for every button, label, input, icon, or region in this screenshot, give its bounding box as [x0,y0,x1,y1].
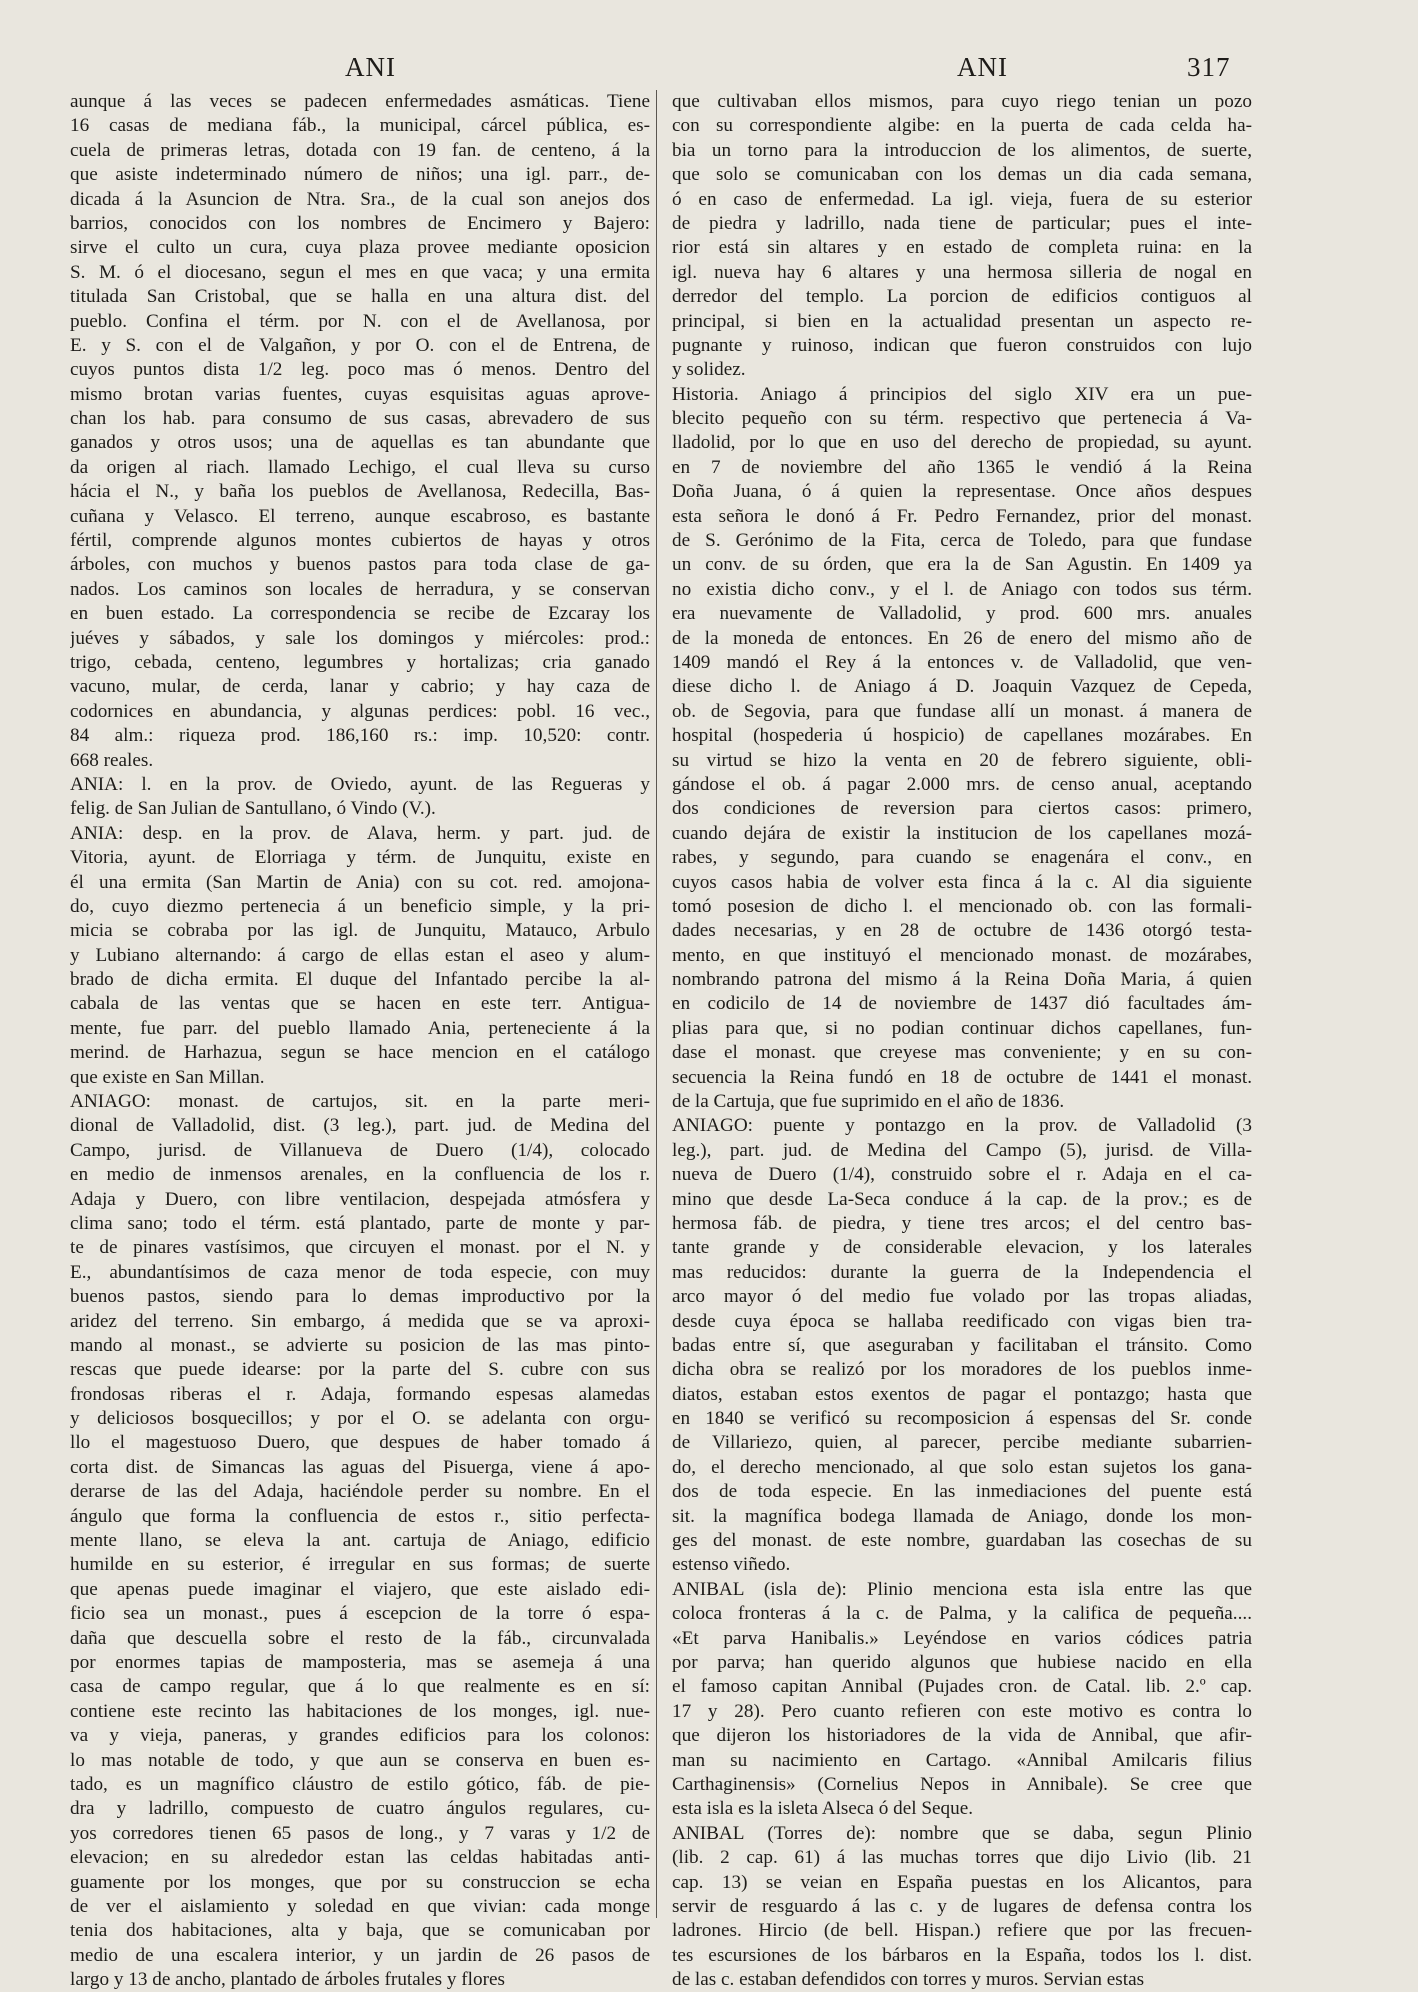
text-line: derredor del templo. La porcion de edificios contiguos al [672,286,1252,308]
text-line: tomó posesion de dicho l. el mencionado ob. con las formali- [672,895,1252,917]
text-line: chan los hab. para consumo de sus casas, abrevadero de sus [70,408,650,430]
text-line: que dijeron los historiadores de la vida de Annibal, que afir- [672,1725,1252,1747]
text-line: nados. Los caminos son locales de herradura, y se conservan [70,578,650,600]
text-line: 17 y 28). Pero cuanto refieren con este motivo es contra lo [672,1700,1252,1722]
text-line: un conv. de su órden, que era la de San Agustin. En 1409 ya [672,554,1252,576]
text-line: nueva de Duero (1/4), construido sobre el r. Adaja en el ca- [672,1164,1252,1186]
text-line: trigo, cebada, centeno, legumbres y hortalizas; cria ganado [70,651,650,673]
text-line: (lib. 2 cap. 61) á las muchas torres que dijo Livio (lib. 21 [672,1847,1252,1869]
text-line: casa de campo regular, que á lo que realmente es en sí: [70,1676,650,1698]
text-line: bia un torno para la introduccion de los alimentos, de suerte, [672,139,1252,161]
text-line: cuyos puntos dista 1/2 leg. poco mas ó menos. Dentro del [70,359,650,381]
text-line: badas entre sí, que aseguraban y facilitaban el tránsito. Como [672,1334,1252,1356]
text-line: cap. 13) se veian en España puestas en los Alicantos, para [672,1871,1252,1893]
text-line: no existia dicho conv., y el l. de Aniago con todos sus térm. [672,578,1252,600]
text-line: merind. de Harhazua, segun se hace mencion en el catálogo [70,1042,650,1064]
text-line: en codicilo de 14 de noviembre de 1437 dió facultades ám- [672,993,1252,1015]
text-line: Carthaginensis» (Cornelius Nepos in Annibale). Se cree que [672,1773,1252,1795]
text-line: rescas que puede idearse: por la parte del S. cubre con sus [70,1359,650,1381]
text-line: barrios, conocidos con los nombres de Encimero y Bajero: [70,212,650,234]
text-line: hermosa fáb. de piedra, y tiene tres arcos; el del centro bas- [672,1212,1252,1234]
text-line: igl. nueva hay 6 altares y una hermosa silleria de nogal en [672,261,1252,283]
text-line: ganados y otros usos; una de aquellas es tan abundante que [70,432,650,454]
text-line: E., abundantísimos de caza menor de toda especie, con muy [70,1261,650,1283]
text-line: árboles, con muchos y buenos pastos para toda clase de ga- [70,554,650,576]
text-line: era nuevamente de Valladolid, y prod. 600 mrs. anuales [672,603,1252,625]
text-line: dos de toda especie. En las inmediaciones del puente está [672,1481,1252,1503]
text-line: yos corredores tienen 65 pasos de long., y 7 varas y 1/2 de [70,1822,650,1844]
text-line: de S. Gerónimo de la Fita, cerca de Toledo, para que fundase [672,530,1252,552]
text-line: E. y S. con el de Valgañon, y por O. con el de Entrena, de [70,334,650,356]
text-line: da origen al riach. llamado Lechigo, el cual lleva su curso [70,456,650,478]
text-line: sit. la magnífica bodega llamada de Aniago, donde los mon- [672,1505,1252,1527]
text-line: de ver el aislamiento y soledad en que vivian: cada monge [70,1895,650,1917]
text-line: mando al monast., se advierte su posicion de las mas pinto- [70,1334,650,1356]
text-line: largo y 13 de ancho, plantado de árboles frutales y flores [70,1969,505,1991]
text-line: pueblo. Confina el térm. por N. con el de Avellanosa, por [70,310,650,332]
text-line: Adaja y Duero, con libre ventilacion, despejada atmósfera y [70,1188,650,1210]
text-line: dicada á la Asuncion de Ntra. Sra., de la cual son anejos dos [70,188,650,210]
text-line: dades necesarias, y en 28 de octubre de 1436 otorgó testa- [672,920,1252,942]
text-line: contiene este recinto las habitaciones de los monges, igl. nue- [70,1700,650,1722]
text-line: frondosas riberas el r. Adaja, formando espesas alamedas [70,1383,650,1405]
text-line: lladolid, por lo que en uso del derecho de propiedad, su ayunt. [672,432,1252,454]
text-line: estenso viñedo. [672,1554,791,1576]
text-line: rabes, y segundo, para cuando se enagenára el conv., en [672,847,1252,869]
text-line: tante grande y de considerable elevacion, y los laterales [672,1237,1252,1259]
text-line: por parva; han querido algunos que hubiese nacido en ella [672,1652,1252,1673]
text-line: mente, fue parr. del pueblo llamado Ania, perteneciente á la [70,1017,650,1039]
text-line: principal, si bien en la actualidad presentan un aspecto re- [672,310,1252,332]
text-line: ó en caso de enfermedad. La igl. vieja, fuera de su esterior [672,188,1252,210]
text-line: que cultivaban ellos mismos, para cuyo riego tenian un pozo [672,91,1252,112]
text-line: el famoso capitan Annibal (Pujades cron. de Catal. lib. 2.º cap. [672,1676,1252,1698]
text-line: ANIAGO: puente y pontazgo en la prov. de Valladolid (3 [672,1115,1252,1137]
text-line: arco mayor ó del medio fue volado por las tropas aliadas, [672,1286,1252,1308]
text-line: de piedra y ladrillo, nada tiene de particular; pues el inte- [672,212,1252,234]
text-line: de la moneda de entonces. En 26 de enero del mismo año de [672,627,1252,649]
text-line: de la Cartuja, que fue suprimido en el año de 1836. [672,1091,1065,1113]
text-line: 1409 mandó el Rey á la entonces v. de Valladolid, que ven- [672,651,1252,673]
text-line: mas reducidos: durante la guerra de la Independencia el [672,1261,1252,1283]
text-line: aridez del terreno. Sin embargo, á medida que se va aproxi- [70,1310,650,1332]
text-line: 84 alm.: riqueza prod. 186,160 rs.: imp. 10,520: contr. [70,725,650,747]
text-line: buenos pastos, siendo para lo demas improductivo por la [70,1286,650,1308]
text-line: lo mas notable de todo, y que aun se conserva en buen es- [70,1749,650,1771]
text-line: dase el monast. que creyese mas conveniente; y en su con- [672,1042,1252,1064]
text-line: esta isla es la isleta Alseca ó del Seque. [672,1798,974,1820]
text-line: mente llano, se eleva la ant. cartuja de Aniago, edificio [70,1530,650,1552]
text-line: en 1840 se verificó su recomposicion á espensas del Sr. conde [672,1408,1252,1430]
text-line: cabala de las ventas que se hacen en este terr. Antigua- [70,993,650,1015]
text-line: Doña Juana, ó á quien la representase. Once años despues [672,481,1252,503]
text-line: con su correspondiente algibe: en la puerta de cada celda ha- [672,115,1252,137]
text-line: rior está sin altares y en estado de completa ruina: en la [672,237,1252,259]
text-line: medio de una escalera interior, y un jardin de 26 pasos de [70,1944,650,1966]
text-line: Campo, jurisd. de Villanueva de Duero (1/4), colocado [70,1139,650,1161]
text-line: ob. de Segovia, para que fundase allí un monast. á manera de [672,700,1252,722]
text-line: ficio sea un monast., pues á escepcion de la torre ó espa- [70,1603,650,1625]
text-line: mento, en que instituyó el mencionado monast. de mozárabes, [672,944,1252,966]
text-line: juéves y sábados, y sale los domingos y miércoles: prod.: [70,627,650,649]
text-line: ges del monast. de este nombre, guardaban las cosechas de su [672,1530,1252,1552]
text-line: dicha obra se realizó por los moradores de los pueblos inme- [672,1359,1252,1381]
text-line: diese dicho l. de Aniago á D. Joaquin Vazquez de Cepeda, [672,676,1252,698]
text-line: fértil, comprende algunos montes cubiertos de hayas y otros [70,530,650,552]
text-line: 16 casas de mediana fáb., la municipal, cárcel pública, es- [70,115,650,137]
text-line: cuyos casos habia de volver esta finca á la c. Al dia siguiente [672,871,1252,893]
running-head-left: ANI [345,52,396,82]
text-line: esta señora le donó á Fr. Pedro Fernandez, prior del monast. [672,505,1252,527]
text-line: S. M. ó el diocesano, segun el mes en que vaca; y una ermita [70,261,650,283]
text-line: leg.), part. jud. de Medina del Campo (5), jurisd. de Villa- [672,1139,1252,1161]
text-line: por enormes tapias de mamposteria, mas se asemeja á una [70,1652,650,1673]
text-line: sirve el culto un cura, cuya plaza provee mediante oposicion [70,237,650,259]
text-line: secuencia la Reina fundó en 18 de octubre de 1441 el monast. [672,1066,1252,1088]
text-line: codornices en abundancia, y algunas perdices: pobl. 16 vec., [70,700,650,722]
text-line: en buen estado. La correspondencia se recibe de Ezcaray los [70,603,650,625]
text-line: brado de dicha ermita. El duque del Infantado percibe la al- [70,969,650,991]
text-line: do, el derecho mencionado, al que solo estan sujetos los gana- [672,1456,1252,1478]
running-head-right: ANI [957,52,1008,82]
text-line: desde cuya época se hallaba reedificado con vigas bien tra- [672,1310,1252,1332]
text-line: clima sano; todo el térm. está plantado, parte de monte y par- [70,1212,650,1234]
text-line: servir de resguardo á las c. y de lugares de defensa contra los [672,1895,1252,1917]
text-line: diatos, estaban estos exentos de pagar el pontazgo; hasta que [672,1383,1252,1405]
text-line: cuela de primeras letras, dotada con 19 fan. de centeno, á la [70,139,650,161]
text-line: Historia. Aniago á principios del siglo XIV era un pue- [672,383,1252,405]
text-line: de Villariezo, quien, al parecer, percibe mediante subarrien- [672,1432,1252,1454]
text-line: y solidez. [672,359,746,381]
text-line: ANIBAL (Torres de): nombre que se daba, segun Plinio [672,1822,1252,1844]
text-line: corta dist. de Simancas las aguas del Pisuerga, viene á apo- [70,1456,650,1478]
text-line: micia se cobraba por las igl. de Junquitu, Matauco, Arbulo [70,920,650,942]
text-line: ANIAGO: monast. de cartujos, sit. en la parte meri- [70,1091,650,1113]
text-line: de las c. estaban defendidos con torres y muros. Servian estas [672,1969,1145,1991]
text-line: ángulo que forma la confluencia de estos r., sitio perfecta- [70,1505,650,1527]
text-line: ANIA: l. en la prov. de Oviedo, ayunt. de las Regueras y [70,773,650,795]
text-line: pugnante y ruinoso, indican que fueron construidos con lujo [672,334,1252,356]
text-line: coloca fronteras á la c. de Palma, y la califica de pequeña.... [672,1603,1252,1625]
column-divider [656,90,657,1918]
text-line: ladrones. Hircio (de bell. Hispan.) refiere que por las frecuen- [672,1920,1252,1942]
text-line: dra y ladrillo, compuesto de cuatro ángulos regulares, cu- [70,1798,650,1820]
text-line: titulada San Cristobal, que se halla en una altura dist. del [70,286,650,308]
text-line: humilde en su esterior, é irregular en sus formas; de suerte [70,1554,650,1576]
text-line: que asiste indeterminado número de niños; una igl. parr., de- [70,164,650,186]
text-line: felig. de San Julian de Santullano, ó Vindo (V.). [70,798,436,820]
text-line: tado, es un magnífico cláustro de estilo gótico, fáb. de pie- [70,1773,650,1795]
text-line: que existe en San Millan. [70,1066,265,1088]
text-line: vacuno, mular, de cerda, lanar y cabrio; y hay caza de [70,676,650,698]
text-line: y deliciosos bosquecillos; y por el O. se adelanta con orgu- [70,1408,650,1430]
text-line: ANIA: desp. en la prov. de Alava, herm. y part. jud. de [70,822,650,844]
text-line: man su nacimiento en Cartago. «Annibal Amilcaris filius [672,1749,1252,1771]
text-line: ANIBAL (isla de): Plinio menciona esta isla entre las que [672,1578,1252,1600]
text-line: llo el magestuoso Duero, que despues de haber tomado á [70,1432,650,1454]
text-line: y Lubiano alternando: á cargo de ellas estan el aseo y alum- [70,944,650,966]
text-line: blecito pequeño con su térm. respectivo que pertenecia á Va- [672,408,1252,430]
text-line: derarse de las del Adaja, haciéndole perder su nombre. En el [70,1481,650,1503]
page-number: 317 [1187,52,1231,82]
text-line: elevacion; en su alrededor estan las celdas habitadas anti- [70,1847,650,1869]
text-line: 668 reales. [70,749,154,771]
text-line: guamente por los monges, que por su construccion se echa [70,1871,650,1893]
text-line: hácia el N., y baña los pueblos de Avellanosa, Redecilla, Bas- [70,481,650,503]
text-line: va y vieja, paneras, y grandes edificios para los colonos: [70,1725,650,1747]
text-line: en 7 de noviembre del año 1365 le vendió á la Reina [672,456,1252,478]
text-line: mismo brotan varias fuentes, cuyas esquisitas aguas aprove- [70,383,650,405]
text-line: daña que descuella sobre el resto de la fáb., circunvalada [70,1627,650,1649]
text-line: plias para que, si no podian continuar dichos capellanes, fun- [672,1017,1252,1039]
left-column [70,90,650,1992]
text-line: Vitoria, ayunt. de Elorriaga y térm. de Junquitu, existe en [70,847,650,869]
text-line: que apenas puede imaginar el viajero, que este aislado edi- [70,1578,650,1600]
text-line: hospital (hospederia ú hospicio) de capellanes mozárabes. En [672,725,1252,747]
text-line: dional de Valladolid, dist. (3 leg.), part. jud. de Medina del [70,1115,650,1137]
text-line: tenia dos habitaciones, alta y baja, que se comunicaban por [70,1920,650,1942]
text-line: cuñana y Velasco. El terreno, aunque escabroso, es bastante [70,505,650,527]
text-line: nombrando patrona del mismo á la Reina Doña Maria, á quien [672,969,1252,991]
text-line: gándose el ob. á pagar 2.000 mrs. de censo anual, aceptando [672,773,1252,795]
text-line: te de pinares vastísimos, que circuyen el monast. por el N. y [70,1237,650,1259]
right-column [672,90,1252,1992]
text-line: cuando dejára de existir la institucion de los capellanes mozá- [672,822,1252,844]
text-line: dos condiciones de reversion para ciertos casos: primero, [672,798,1252,820]
text-line: mino que desde La-Seca conduce á la cap. de la prov.; es de [672,1188,1252,1210]
text-line: en medio de inmensos arenales, en la confluencia de los r. [70,1164,650,1186]
text-line: tes escursiones de los bárbaros en la España, todos los l. dist. [672,1944,1252,1966]
text-line: él una ermita (San Martin de Ania) con su cot. red. amojona- [70,871,650,893]
text-line: que solo se comunicaban con los demas un dia cada semana, [672,164,1252,186]
text-line: «Et parva Hanibalis.» Leyéndose en varios códices patria [672,1627,1252,1649]
text-line: do, cuyo diezmo pertenecia á un beneficio simple, y la pri- [70,895,650,917]
text-line: aunque á las veces se padecen enfermedades asmáticas. Tiene [70,91,650,112]
text-line: su virtud se hizo la venta en 20 de febrero siguiente, obli- [672,749,1252,771]
